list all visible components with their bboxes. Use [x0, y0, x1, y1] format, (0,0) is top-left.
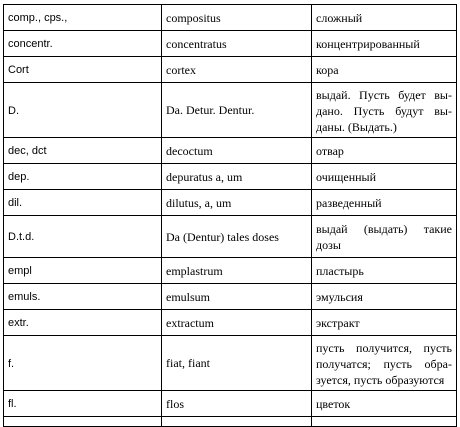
abbreviation-cell: f. — [4, 336, 162, 391]
latin-cell — [162, 417, 312, 427]
meaning-cell: эмульсия — [312, 284, 457, 310]
abbreviation-cell: comp., cps., — [4, 5, 162, 31]
table-row — [4, 216, 457, 258]
abbreviation-cell: dec, dct — [4, 138, 162, 164]
latin-cell: flos — [162, 391, 312, 417]
meaning-cell: концентрированный — [312, 31, 457, 57]
latin-cell: Da (Dentur) tales doses — [162, 216, 312, 258]
table-row — [4, 164, 457, 190]
latin-cell: emulsum — [162, 284, 312, 310]
table-row — [4, 31, 457, 57]
meaning-cell: отвар — [312, 138, 457, 164]
table-row — [4, 83, 457, 138]
abbreviation-cell: Cort — [4, 57, 162, 83]
latin-cell: depuratus a, um — [162, 164, 312, 190]
meaning-cell: цветок — [312, 391, 457, 417]
latin-cell: concentratus — [162, 31, 312, 57]
table-row — [4, 138, 457, 164]
table-row-cut — [4, 417, 457, 427]
meaning-cell: разведенный — [312, 190, 457, 216]
table-row — [4, 310, 457, 336]
meaning-cell: выдай (выдать) такие дозы — [312, 216, 457, 258]
table-row — [4, 5, 457, 31]
meaning-cell: выдай. Пусть будет выдано. Пусть будут выданы. (Выдать.) — [312, 83, 457, 138]
abbreviation-cell: empl — [4, 258, 162, 284]
latin-cell: emplastrum — [162, 258, 312, 284]
meaning-cell: кора — [312, 57, 457, 83]
latin-cell: decoctum — [162, 138, 312, 164]
abbreviation-cell — [4, 417, 162, 427]
abbreviation-cell: D.t.d. — [4, 216, 162, 258]
abbreviation-cell: emuls. — [4, 284, 162, 310]
abbreviation-cell: extr. — [4, 310, 162, 336]
meaning-cell: пластырь — [312, 258, 457, 284]
table-row — [4, 336, 457, 391]
meaning-cell: очищенный — [312, 164, 457, 190]
abbreviation-cell: concentr. — [4, 31, 162, 57]
table-row — [4, 391, 457, 417]
table-row — [4, 284, 457, 310]
abbreviation-cell: fl. — [4, 391, 162, 417]
abbreviation-cell: D. — [4, 83, 162, 138]
meaning-cell: пусть получится, пусть получатся; пусть образуется, пусть образуются — [312, 336, 457, 391]
meaning-cell: сложный — [312, 5, 457, 31]
abbreviation-cell: dep. — [4, 164, 162, 190]
table-row — [4, 258, 457, 284]
meaning-cell — [312, 417, 457, 427]
latin-cell: fiat, fiant — [162, 336, 312, 391]
latin-cell: compositus — [162, 5, 312, 31]
latin-cell: extractum — [162, 310, 312, 336]
table-row — [4, 190, 457, 216]
latin-cell: dilutus, a, um — [162, 190, 312, 216]
latin-cell: cortex — [162, 57, 312, 83]
abbreviation-cell: dil. — [4, 190, 162, 216]
latin-cell: Da. Detur. Dentur. — [162, 83, 312, 138]
meaning-cell: экстракт — [312, 310, 457, 336]
table-row — [4, 57, 457, 83]
abbreviations-table — [3, 4, 457, 427]
